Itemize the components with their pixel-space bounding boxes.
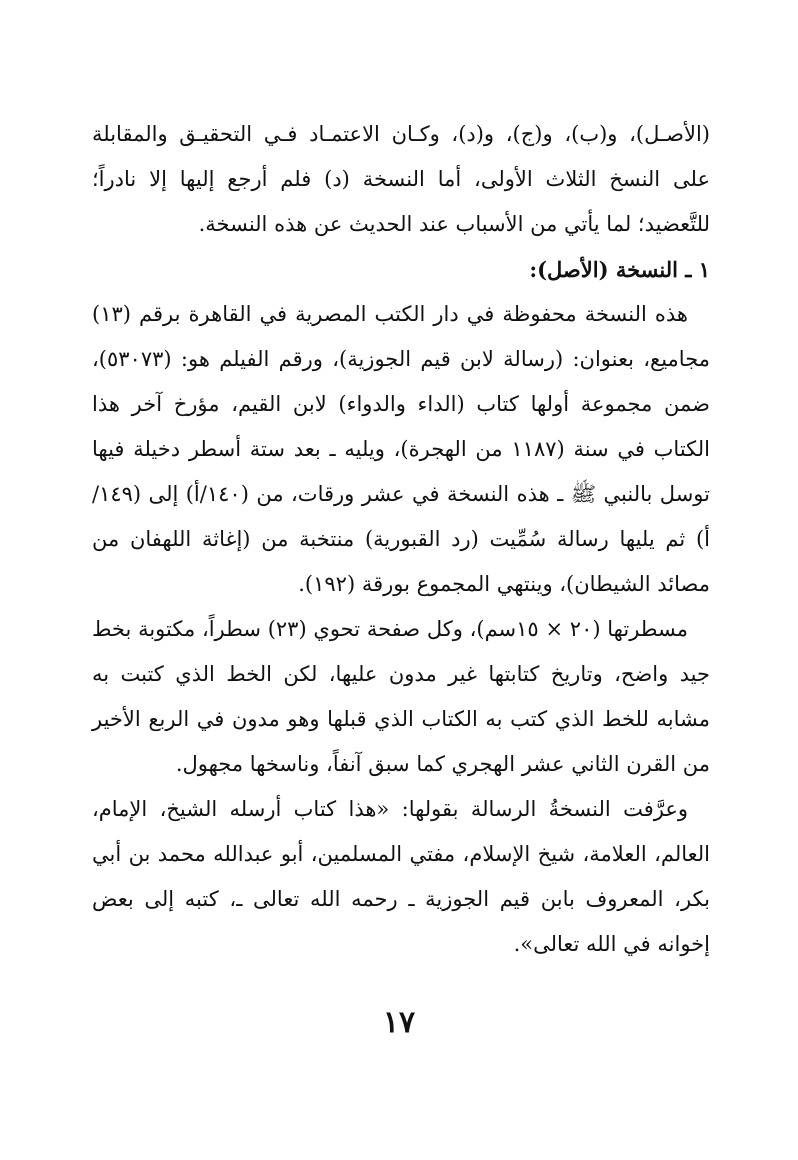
paragraph-dimensions: مسطرتها (٢٠ × ١٥سم)، وكل صفحة تحوي (٢٣) سطراً، مكتوبة بخط جيد واضح، وتاريخ كتابتها غير مدون عليها، لكن الخط الذي كتبت به مشابه للخط الذي كتب به الكتاب الذي قبلها وهو مدون في الربع الأخير من القرن الثاني عشر الهجري كما سبق آنفاً، وناسخها مجهول. [92, 617, 710, 776]
page-body [92, 112, 710, 1012]
page-number: ١٧ [382, 1005, 416, 1040]
paragraph-intro: (الأصـل)، و(ب)، و(ج)، و(د)، وكـان الاعتمـاد فـي التحقيـق والمقابلة على النسخ الثلاث الأولى، أما النسخة (د) فلم أرجع إليها إلا نادراً؛ للتَّعضيد؛ لما يأتي من الأسباب عند الحديث عن هذه النسخة. [92, 122, 710, 236]
paragraph-description: هذه النسخة محفوظة في دار الكتب المصرية في القاهرة برقم (١٣) مجاميع، بعنوان: (رسالة لابن قيم الجوزية)، ورقم الفيلم هو: (٥٣٠٧٣)، ضمن مجموعة أولها كتاب (الداء والدواء) لابن القيم، مؤرخ آخر هذا الكتاب في سنة (١١٨٧ من الهجرة)، ويليه ـ بعد ستة أسطر دخيلة فيها توسل بالنبي ﷺ ـ هذه النسخة في عشر ورقات، من (١٤٠/أ) إلى (١٤٩/أ) ثم يليها رسالة سُمِّيت (رد القبورية) منتخبة من (إغاثة اللهفان من مصائد الشيطان)، وينتهي المجموع بورقة (١٩٢). [92, 302, 711, 596]
section-heading: ١ ـ النسخة (الأصل): [529, 257, 710, 282]
paragraph-quote: وعرَّفت النسخةُ الرسالة بقولها: «هذا كتاب أرسله الشيخ، الإمام، العالم، العلامة، شيخ الإسلام، مفتي المسلمين، أبو عبدالله محمد بن أبي بكر، المعروف بابن قيم الجوزية ـ رحمه الله تعالى ـ، كتبه إلى بعض إخوانه في الله تعالى». [92, 797, 710, 956]
